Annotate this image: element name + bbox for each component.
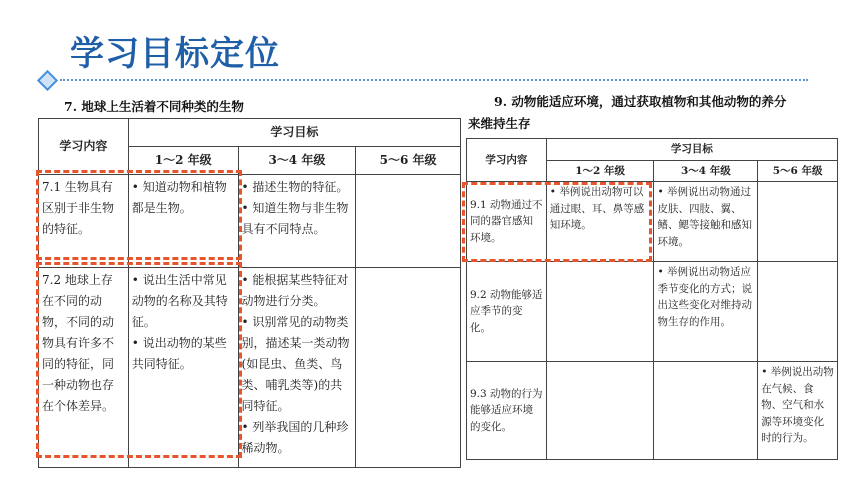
- row-grade-1-2: • 知道动物和植物都是生物。: [128, 175, 238, 268]
- row-grade-3-4: • 举例说出动物通过皮肤、四肢、翼、鳍、鳃等接触和感知环境。: [654, 182, 758, 262]
- header-grade-5-6: 5～6 年级: [758, 160, 838, 182]
- header-grade-1-2: 1～2 年级: [546, 160, 654, 182]
- row-grade-3-4: [654, 362, 758, 460]
- header-grade-5-6: 5～6 年级: [356, 147, 461, 175]
- diamond-icon: [37, 70, 58, 91]
- goal-item: • 描述生物的特征。: [241, 180, 349, 194]
- left-caption: 7. 地球上生活着不同种类的生物: [64, 99, 244, 114]
- header-row: [39, 119, 461, 147]
- row-content: 9.3 动物的行为能够适应环境的变化。: [467, 362, 547, 460]
- header-content: 学习内容: [39, 119, 129, 175]
- table-row: [467, 182, 838, 262]
- goal-item: • 能根据某些特征对动物进行分类。: [241, 273, 349, 308]
- table-row: [39, 175, 461, 268]
- row-grade-5-6: [356, 175, 461, 268]
- goal-item: • 知道生物与非生物具有不同特点。: [241, 201, 349, 236]
- header-grade-3-4: 3～4 年级: [654, 160, 758, 182]
- header-content: 学习内容: [467, 139, 547, 182]
- header-row: [467, 139, 838, 161]
- row-grade-5-6: [758, 182, 838, 262]
- row-content: 9.2 动物能够适应季节的变化。: [467, 262, 547, 362]
- row-grade-1-2: [128, 268, 238, 468]
- row-grade-5-6: [758, 262, 838, 362]
- dotted-line: [60, 79, 808, 81]
- row-grade-1-2: [546, 262, 654, 362]
- goal-item: • 识别常见的动物类别，描述某一类动物(如昆虫、鱼类、鸟类、哺乳类等)的共同特征。: [241, 315, 350, 413]
- left-standards-table: [38, 118, 461, 468]
- row-grade-3-4: [238, 268, 356, 468]
- header-grade-3-4: 3～4 年级: [238, 147, 356, 175]
- right-standards-table: [466, 138, 838, 460]
- row-grade-1-2: • 举例说出动物可以通过眼、耳、鼻等感知环境。: [546, 182, 654, 262]
- row-grade-3-4: [238, 175, 356, 268]
- header-goals: 学习目标: [546, 139, 837, 161]
- right-caption-line-1: 9. 动物能适应环境，通过获取植物和其他动物的养分: [494, 94, 787, 109]
- row-grade-1-2: [546, 362, 654, 460]
- row-grade-3-4: • 举例说出动物适应季节变化的方式；说出这些变化对维持动物生存的作用。: [654, 262, 758, 362]
- goal-item: • 说出动物的某些共同特征。: [131, 336, 227, 371]
- row-grade-5-6: [356, 268, 461, 468]
- title-divider: [40, 73, 810, 87]
- row-content: 7.2 地球上存在不同的动物，不同的动物具有许多不同的特征，同一种动物也存在个体差异。: [39, 268, 129, 468]
- row-content: 7.1 生物具有区别于非生物的特征。: [39, 175, 129, 268]
- table-row: [467, 362, 838, 460]
- slide-title: 学习目标定位: [70, 34, 280, 74]
- goal-item: • 列举我国的几种珍稀动物。: [241, 420, 349, 455]
- table-row: [467, 262, 838, 362]
- row-content: 9.1 动物通过不同的器官感知环境。: [467, 182, 547, 262]
- header-grade-1-2: 1～2 年级: [128, 147, 238, 175]
- table-row: [39, 268, 461, 468]
- right-caption-line-2: 来维持生存: [468, 116, 531, 131]
- goal-item: • 说出生活中常见动物的名称及其特征。: [131, 273, 228, 329]
- header-goals: 学习目标: [128, 119, 460, 147]
- row-grade-5-6: • 举例说出动物在气候、食物、空气和水源等环境变化时的行为。: [758, 362, 838, 460]
